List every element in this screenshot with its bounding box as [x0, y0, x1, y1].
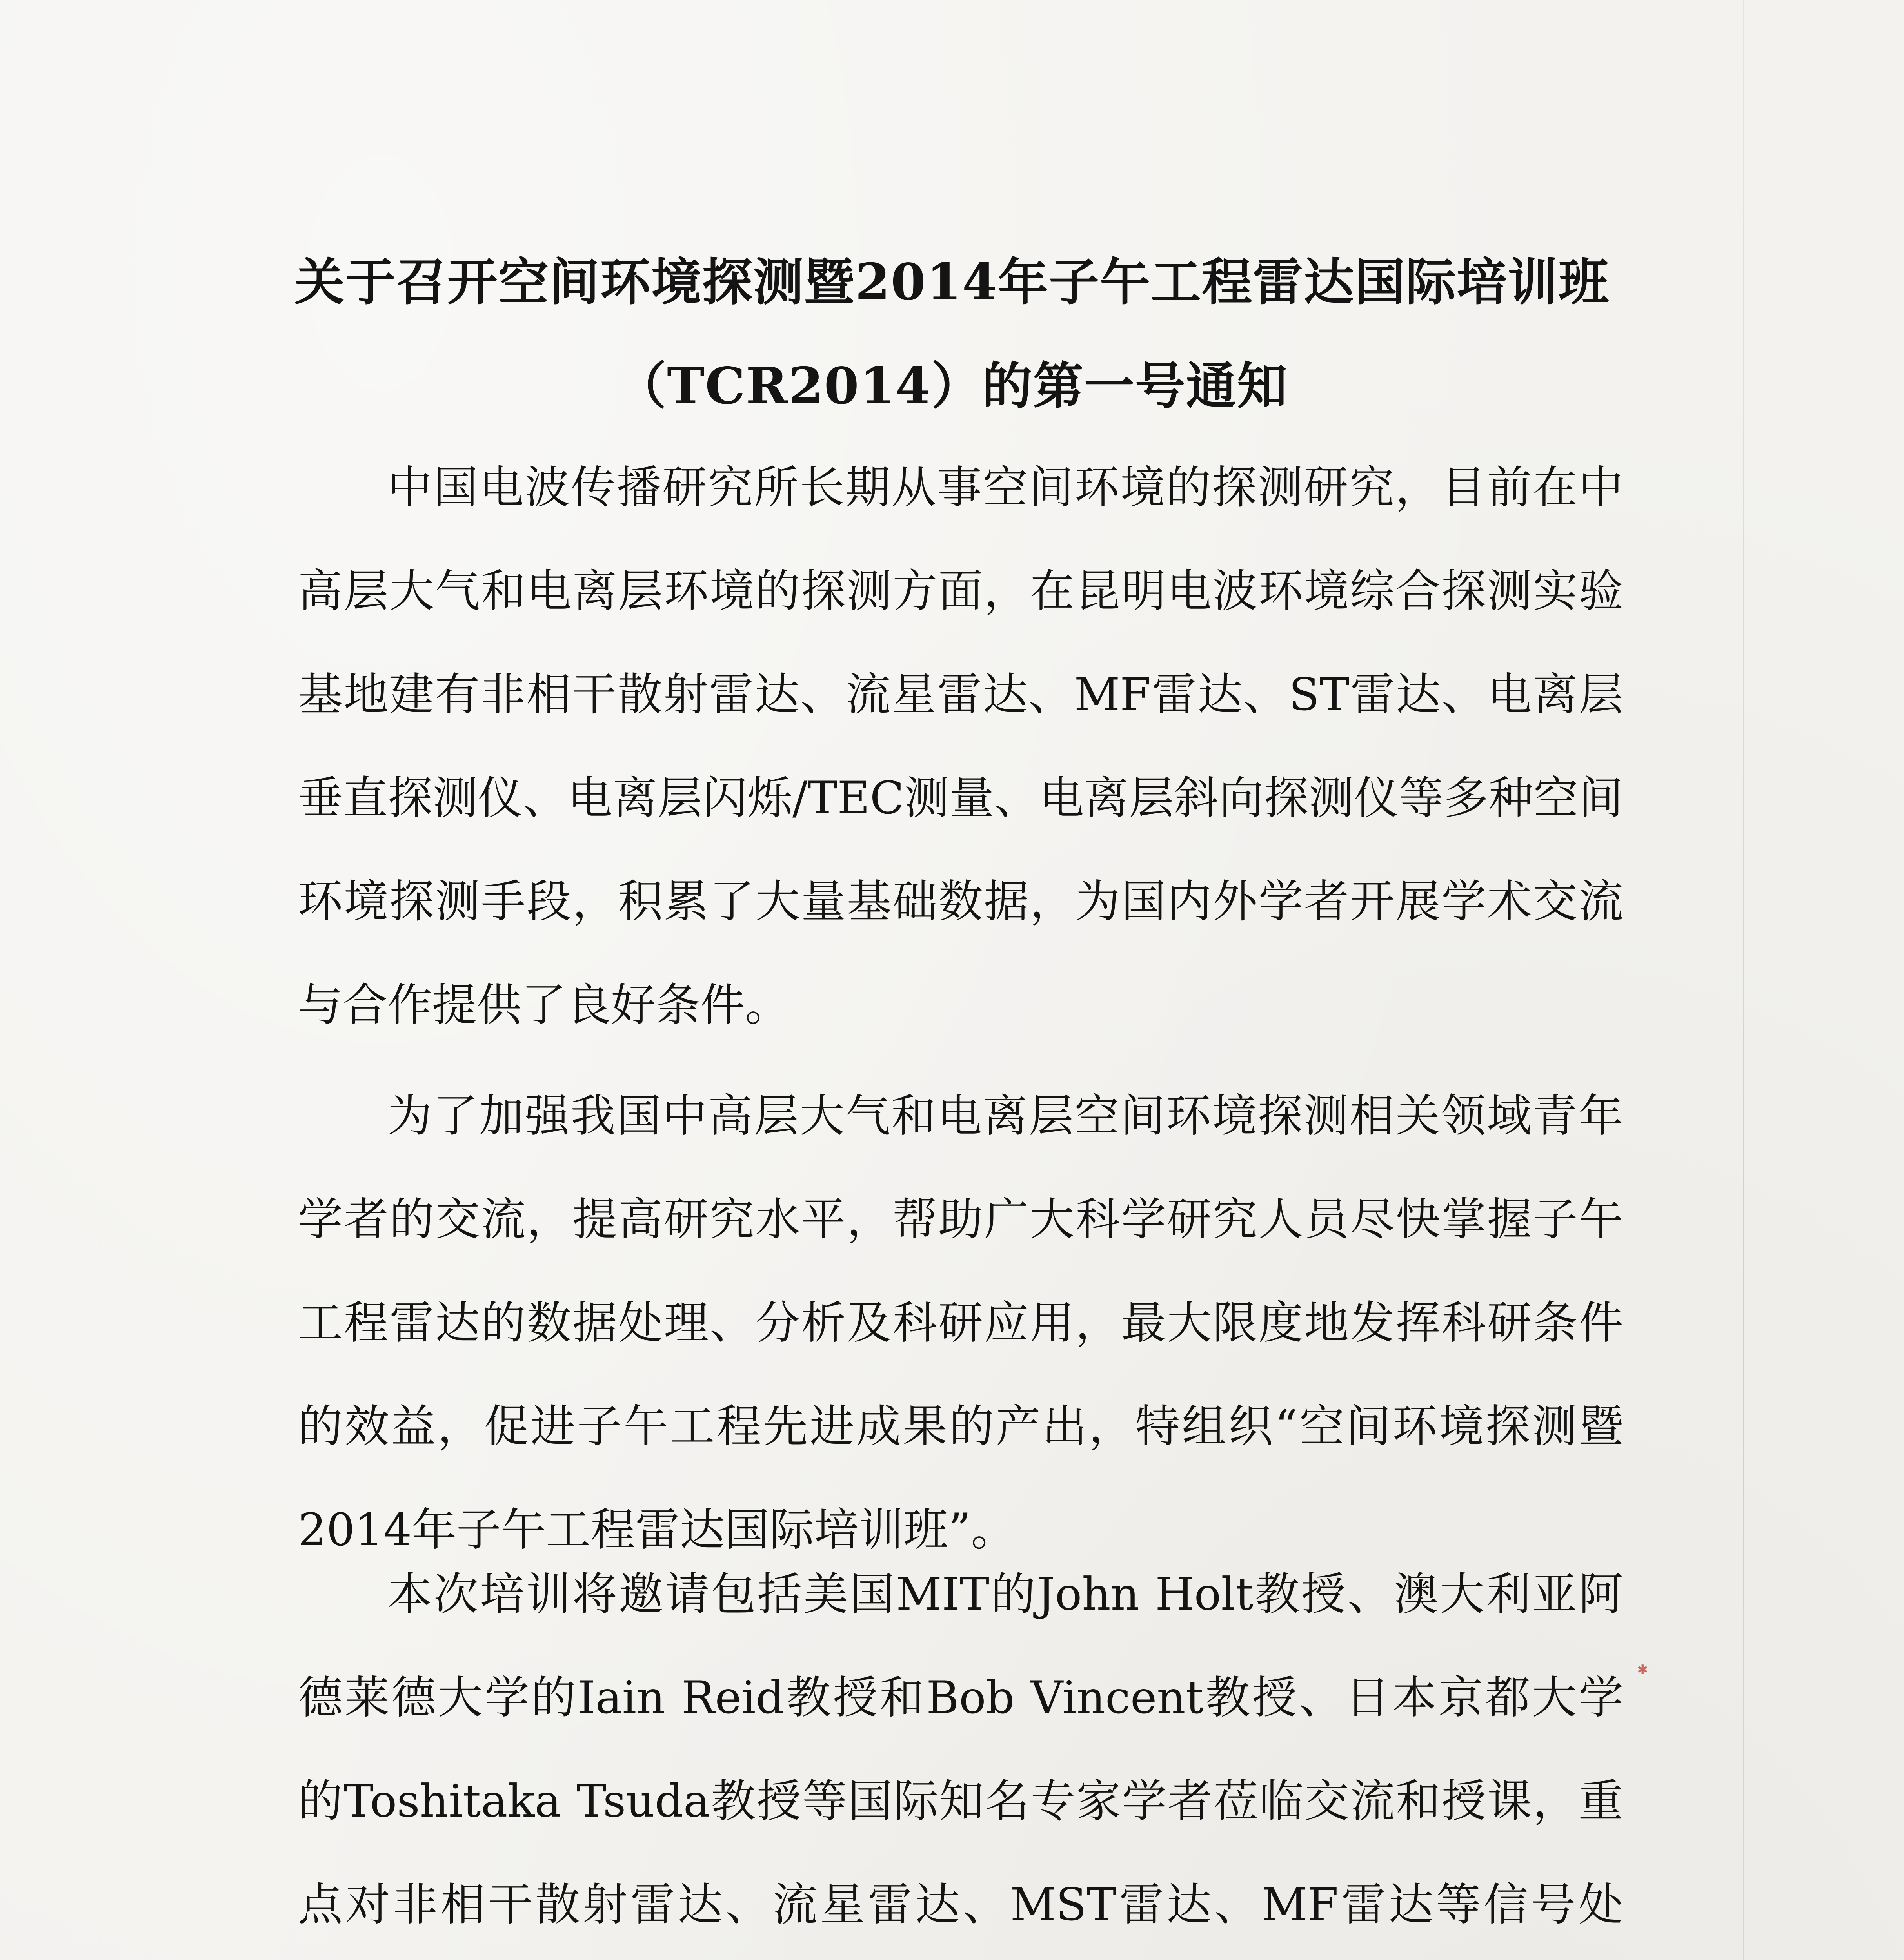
title-line-2: （TCR2014）的第一号通知: [616, 357, 1288, 416]
paragraph-3: 本次培训将邀请包括美国MIT的John Holt教授、澳大利亚阿德莱德大学的Iain Reid教授和Bob Vincent教授、日本京都大学的Toshitaka Tsuda教授等国际知名专家学者莅临交流和授课，重点对非相干散射雷达、流星雷达、MST雷达、MF雷达等信号处: [298, 1568, 1623, 1931]
paragraph-1: 中国电波传播研究所长期从事空间环境的探测研究，目前在中高层大气和电离层环境的探测方面，在昆明电波环境综合探测实验基地建有非相干散射雷达、流星雷达、MF雷达、ST雷达、电离层垂直探测仪、电离层闪烁/TEC测量、电离层斜向探测仪等多种空间环境探测手段，积累了大量基础数据，为国内外学者开展学术交流与合作提供了良好条件。: [298, 461, 1623, 1031]
paragraph-3-block: [298, 1543, 1623, 1960]
paragraph-1-block: [298, 436, 1623, 1057]
paragraph-2-block: [298, 1064, 1623, 1582]
paragraph-2: 为了加强我国中高层大气和电离层空间环境探测相关领域青年学者的交流，提高研究水平，帮助广大科学研究人员尽快掌握子午工程雷达的数据处理、分析及科研应用，最大限度地发挥科研条件的效益，促进子午工程先进成果的产出，特组织“空间环境探测暨2014年子午工程雷达国际培训班”。: [298, 1090, 1623, 1556]
title-line-1: 关于召开空间环境探测暨2014年子午工程雷达国际培训班: [294, 253, 1610, 312]
red-ink-speck-icon: ✱: [1637, 1662, 1648, 1678]
